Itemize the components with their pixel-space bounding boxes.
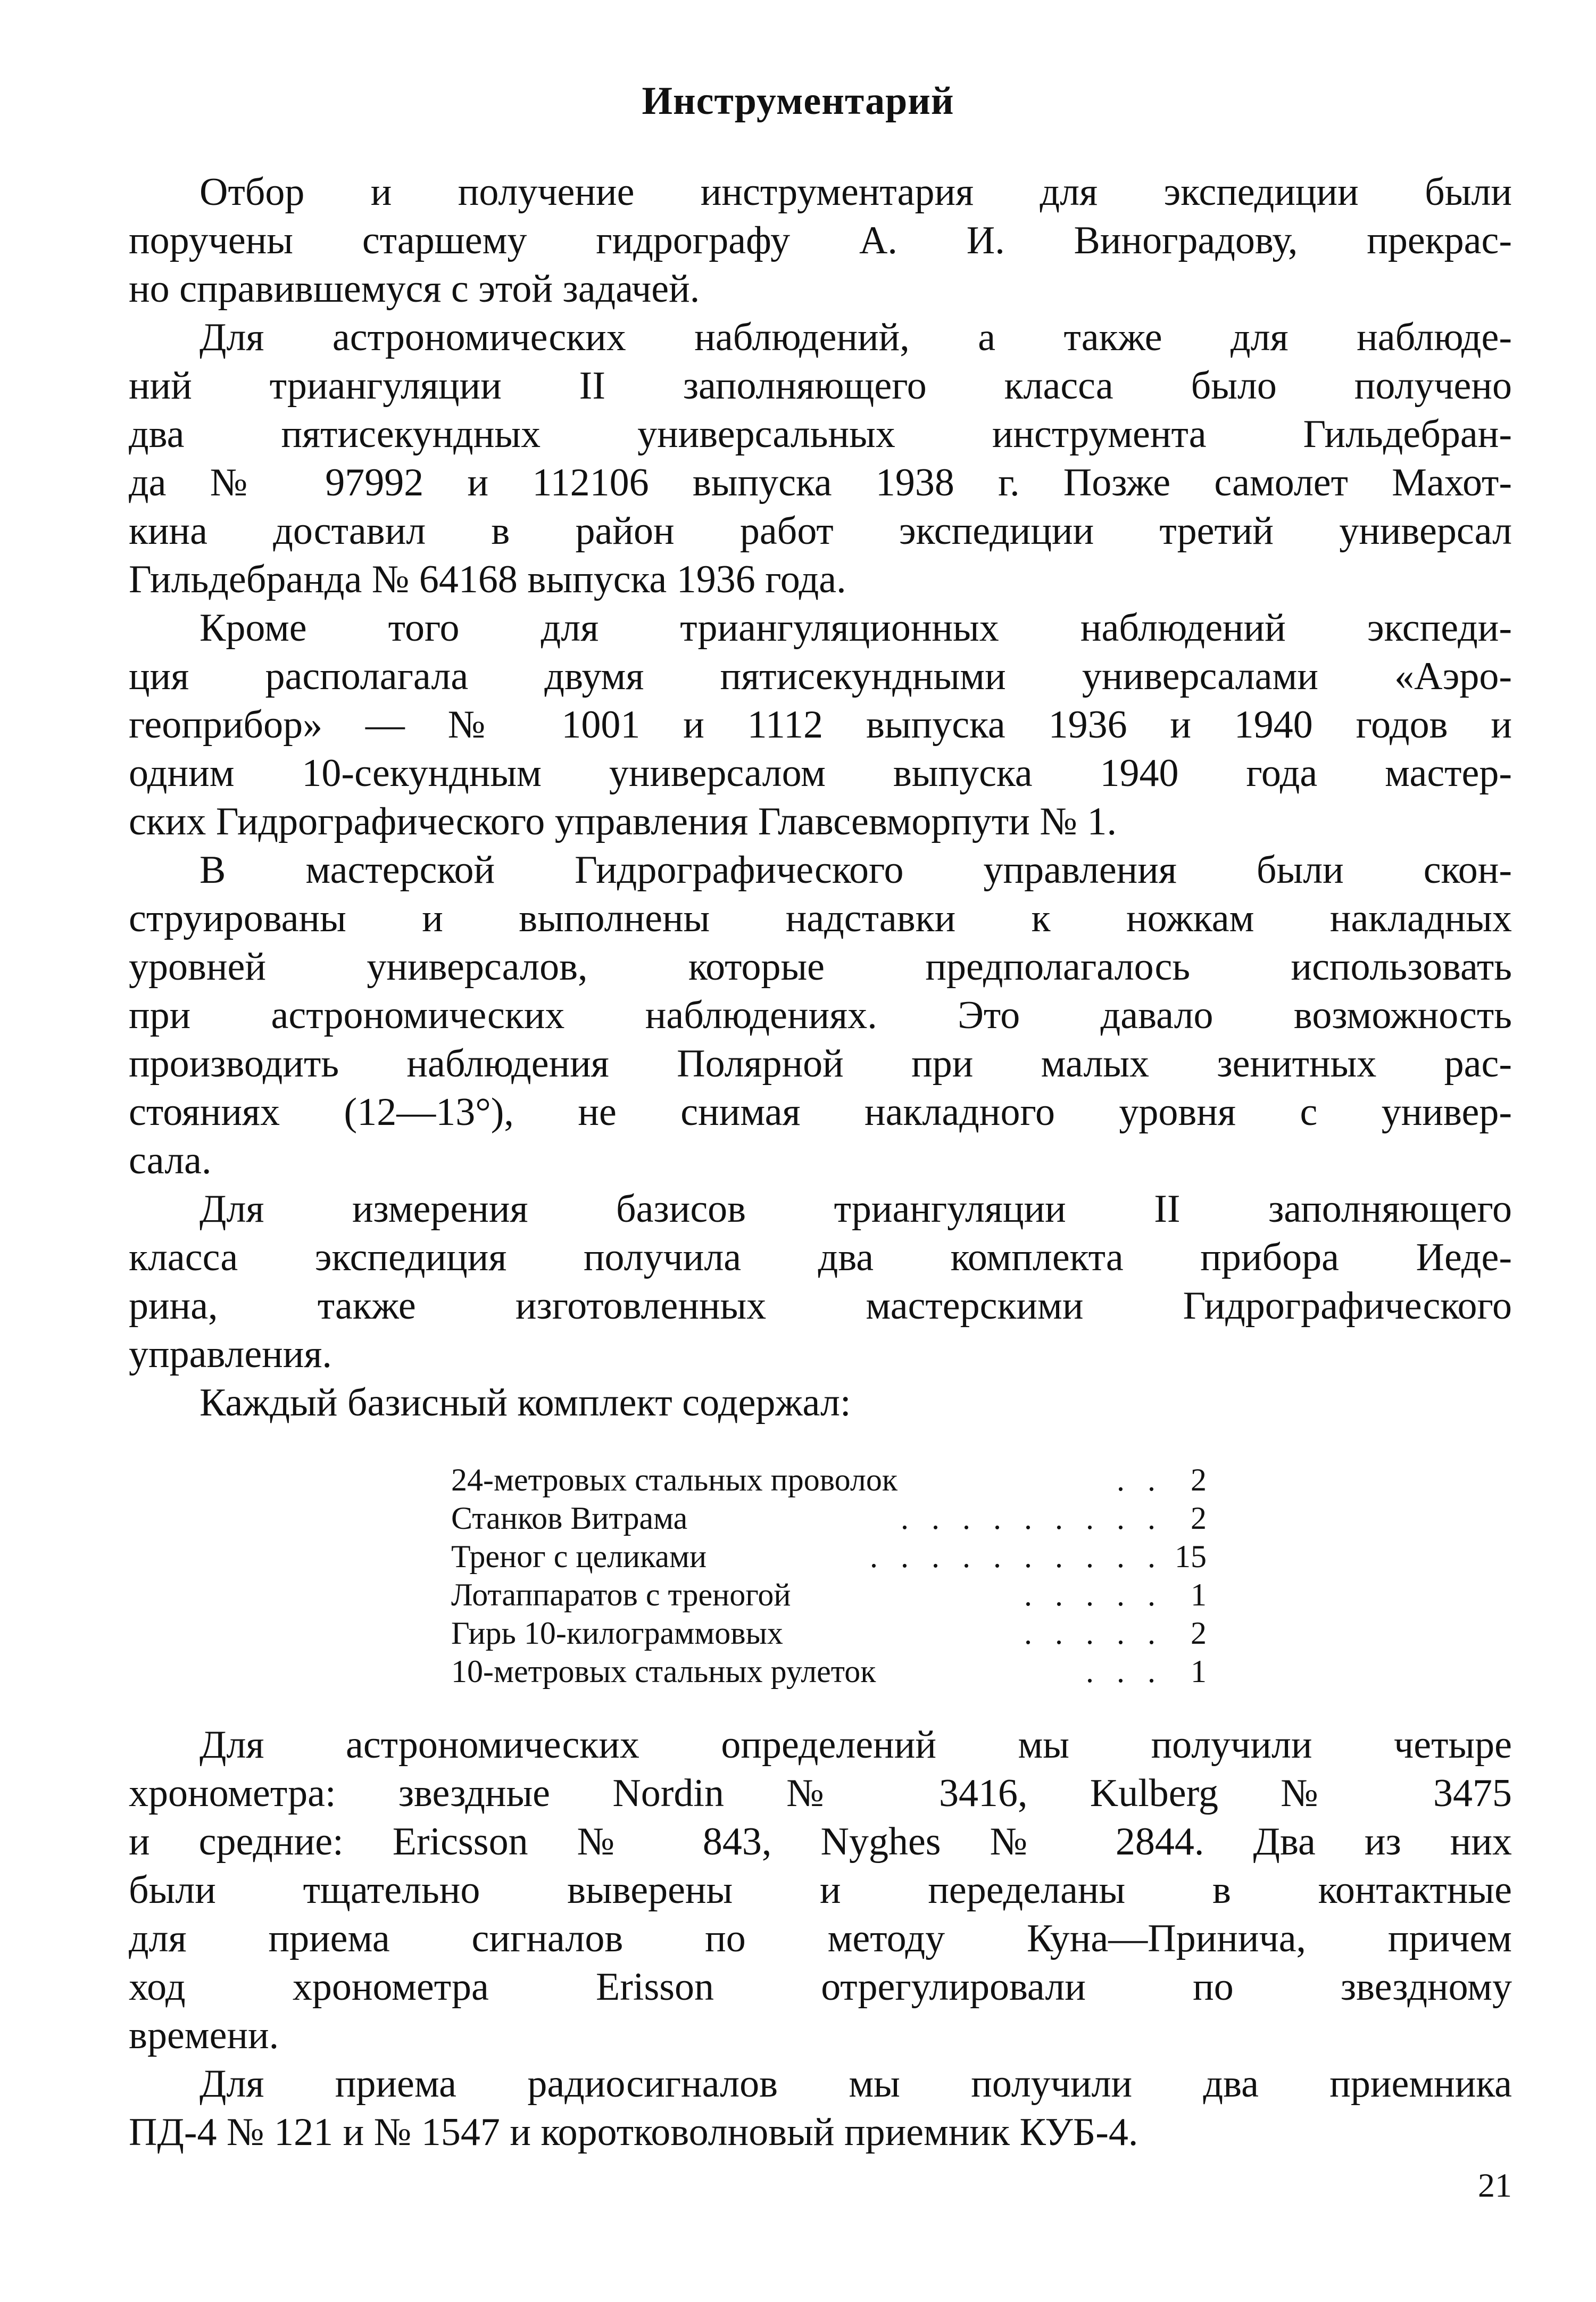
kit-item-row: [451, 1537, 1207, 1576]
text-line: сала.: [129, 1139, 212, 1182]
text-line: Для приема радиосигналов мы получили два приемника: [200, 2062, 1512, 2106]
text-line: Для астрономических наблюдений, а также для наблюде-: [200, 316, 1512, 359]
text-line: Отбор и получение инструментария для экспедиции были: [200, 170, 1512, 214]
kit-item-name: 10-метровых стальных рулеток: [451, 1654, 876, 1689]
text-line: струированы и выполнены надставки к ножкам накладных: [129, 897, 1512, 940]
text-line: Для измерения базисов триангуляции II заполняющего: [200, 1187, 1512, 1231]
text-line: для приема сигналов по методу Куна—Принича, причем: [129, 1917, 1512, 1960]
kit-item-row: [451, 1461, 1207, 1499]
text-line: кина доставил в район работ экспедиции третий универсал: [129, 509, 1512, 553]
leader-dots: . . .: [1086, 1654, 1163, 1689]
text-line: стояниях (12—13°), не снимая накладного уровня с универ-: [129, 1090, 1512, 1134]
paragraph: [129, 168, 1512, 313]
text-line: были тщательно выверены и переделаны в контактные: [129, 1868, 1512, 1912]
kit-item-name: Треног с целиками: [451, 1539, 707, 1574]
kit-item-quantity: 1: [1191, 1577, 1207, 1612]
text-line: при астрономических наблюдениях. Это давало возможность: [129, 993, 1512, 1037]
kit-item-row: [451, 1652, 1207, 1691]
text-line: два пятисекундных универсальных инструмента Гильдебран-: [129, 412, 1512, 456]
kit-item-quantity: 15: [1175, 1539, 1207, 1574]
leader-dots: . . . . .: [1024, 1577, 1163, 1612]
text-line: ских Гидрографического управления Главсевморпути № 1.: [129, 800, 1117, 843]
text-line: ПД-4 № 121 и № 1547 и коротковолновый приемник КУБ-4.: [129, 2110, 1138, 2154]
paragraph: [129, 846, 1512, 1185]
leader-dots: . .: [1117, 1462, 1163, 1497]
text-line: но справившемуся с этой задачей.: [129, 267, 700, 311]
page-number: 21: [1478, 2166, 1512, 2204]
text-line: поручены старшему гидрографу А. И. Виноградову, прекрас-: [129, 219, 1512, 262]
text-line: Каждый базисный комплект содержал:: [200, 1381, 851, 1425]
text-line: В мастерской Гидрографического управления были скон-: [200, 848, 1512, 892]
kit-item-row: [451, 1499, 1207, 1537]
kit-item-quantity: 2: [1191, 1462, 1207, 1497]
text-line: хронометра: звездные Nordin № 3416, Kulberg № 3475: [129, 1771, 1512, 1815]
paragraph: [129, 1721, 1512, 2060]
leader-dots: . . . . . . . . .: [901, 1501, 1163, 1536]
section-title: Инструментарий: [642, 79, 954, 123]
text-line: да № 97992 и 112106 выпуска 1938 г. Позже самолет Махот-: [129, 461, 1512, 504]
kit-item-name: Гирь 10-килограммовых: [451, 1616, 783, 1651]
paragraph: [129, 1185, 1512, 1379]
text-line: одним 10-секундным универсалом выпуска 1940 года мастер-: [129, 751, 1512, 795]
text-line: ход хронометра Erisson отрегулировали по звездному: [129, 1965, 1512, 2009]
leader-dots: . . . . .: [1024, 1616, 1163, 1651]
text-line: и средние: Ericsson № 843, Nyghes № 2844. Два из них: [129, 1820, 1512, 1864]
text-line: ний триангуляции II заполняющего класса было получено: [129, 364, 1512, 408]
kit-item-row: [451, 1614, 1207, 1652]
text-line: Гильдебранда № 64168 выпуска 1936 года.: [129, 558, 846, 601]
paragraph: [129, 1379, 1512, 1427]
paragraph: [129, 313, 1512, 604]
text-block-bottom: [129, 1721, 1512, 2157]
text-block-top: [129, 168, 1512, 1427]
paragraph: [129, 604, 1512, 846]
text-line: времени.: [129, 2014, 279, 2057]
paragraph: [129, 2060, 1512, 2157]
text-line: Для астрономических определений мы получили четыре: [200, 1723, 1512, 1767]
text-line: геоприбор» — № 1001 и 1112 выпуска 1936 и 1940 годов и: [129, 703, 1512, 747]
text-line: Кроме того для триангуляционных наблюдений экспеди-: [200, 606, 1512, 650]
kit-item-name: 24-метровых стальных проволок: [451, 1462, 897, 1497]
text-line: производить наблюдения Полярной при малых зенитных рас-: [129, 1042, 1512, 1086]
kit-item-quantity: 2: [1191, 1616, 1207, 1651]
text-line: уровней универсалов, которые предполагалось использовать: [129, 945, 1512, 989]
kit-item-quantity: 2: [1191, 1501, 1207, 1536]
leader-dots: . . . . . . . . . .: [870, 1539, 1163, 1574]
text-line: рина, также изготовленных мастерскими Гидрографического: [129, 1284, 1512, 1328]
text-line: класса экспедиция получила два комплекта прибора Иеде-: [129, 1236, 1512, 1279]
kit-item-row: [451, 1576, 1207, 1614]
kit-item-quantity: 1: [1191, 1654, 1207, 1689]
text-line: ция располагала двумя пятисекундными универсалами «Аэро-: [129, 655, 1512, 698]
kit-item-name: Станков Витрама: [451, 1501, 688, 1536]
kit-contents-list: [451, 1461, 1207, 1691]
kit-item-name: Лотаппаратов с треногой: [451, 1577, 791, 1612]
text-line: управления.: [129, 1332, 332, 1376]
